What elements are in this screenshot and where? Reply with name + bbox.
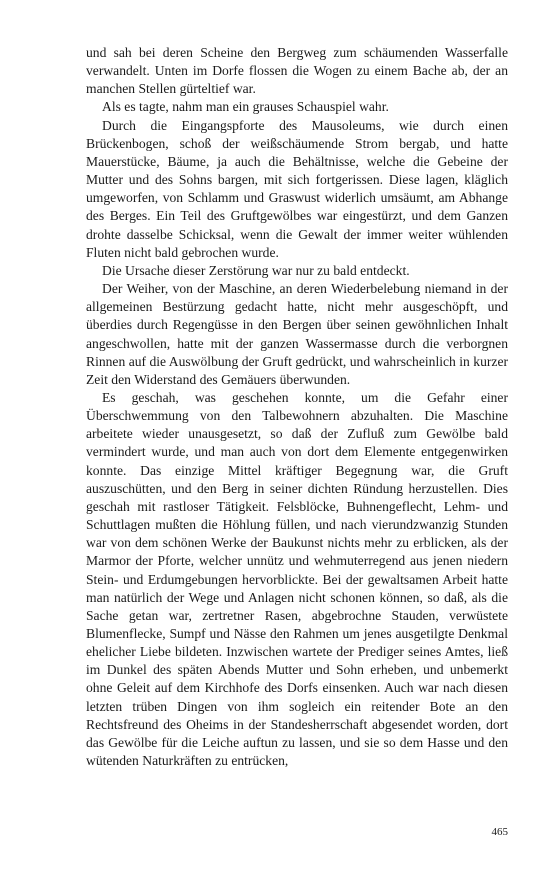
paragraph-5: Der Weiher, von der Maschine, an deren Wiederbelebung niemand in der allgemeinen Bestürzung gedacht hatte, nicht mehr ausgeschöpft, und überdies durch Regengüsse in den Bergen über seinen gewöhnlichen Inhalt angeschwollen, hatte mit der ganzen Wassermasse durch die verborgnen Rinnen auf die Auswölbung der Gruft gedrückt, und wahrscheinlich in kurzer Zeit den Widerstand des Gemäuers überwunden.	[86, 281, 508, 387]
paragraph-4: Die Ursache dieser Zerstörung war nur zu bald entdeckt.	[102, 262, 410, 278]
body-text	[86, 44, 508, 770]
paragraph-6: Es geschah, was geschehen konnte, um die Gefahr einer Überschwemmung von den Talbewohnern abzuhalten. Die Maschine arbeitete wieder unausgesetzt, so daß der Zufluß zum Gewölbe bald vermindert wurde, und man auch von dort dem Elemente entgegenwirken konnte. Das einzige Mittel kräftiger Begegnung war, die Gruft auszuschütten, und den Berg in seiner dichten Ründung herzustellen. Dies geschah mit rastloser Tätigkeit. Felsblöcke, Buhnengeflecht, Lehm- und Schuttlagen mußten die Höhlung füllen, und nach vierundzwanzig Stunden war von dem schönen Werke der Baukunst nichts mehr zu erblicken, als der Marmor der Pforte, welcher unnütz und wehmuterregend aus jenen niedern Stein- und Erdumgebungen hervorblickte. Bei der gewaltsamen Arbeit hatte man natürlich der Wege und Anlagen nicht schonen können, so daß, als die Sache getan war, zertretner Rasen, abgebrochne Stauden, verwüstete Blumenflecke, Sumpf und Nässe den Rahmen um jenes ausgetilgte Denkmal ehelicher Liebe bildeten. Inzwischen wartete der Prediger seines Amtes, ließ im Dunkel des späten Abends Mutter und Sohn erheben, und unbemerkt ohne Geleit auf dem Kirchhofe des Dorfs einsenken. Auch war nach diesen letzten trüben Dingen von ihm sogleich ein reitender Bote an den Rechtsfreund des Oheims in der Standesherrschaft abgesendet worden, dort das Gewölbe für die Leiche auftun zu lassen, und sie so dem Hasse und den wütenden Naturkräften zu entrücken,	[86, 389, 508, 769]
paragraph-1: und sah bei deren Scheine den Bergweg zum schäumenden Wasserfalle verwandelt. Unten im Dorfe flossen die Wogen zu einem Bache ab, der an manchen Stellen gürteltief war.	[86, 45, 508, 97]
paragraph-2: Als es tagte, nahm man ein grauses Schauspiel wahr.	[102, 99, 389, 115]
paragraph-3: Durch die Eingangspforte des Mausoleums, wie durch einen Brückenbogen, schoß der weißschäumende Strom bergab, und hatte Mauerstücke, Bäume, ja auch die Behältnisse, welche die Gebeine der Mutter und des Sohns bargen, mit sich fortgerissen. Diese lagen, kläglich umgeworfen, von Schlamm und Graswust widerlich umsäumt, am Abhange des Berges. Ein Teil des Gruftgewölbes war eingestürzt, und dem Ganzen drohte dasselbe Schicksal, wenn die Gewalt der immer weiter wühlenden Fluten nicht bald gebrochen wurde.	[86, 117, 508, 260]
page-number: 465	[491, 826, 508, 838]
